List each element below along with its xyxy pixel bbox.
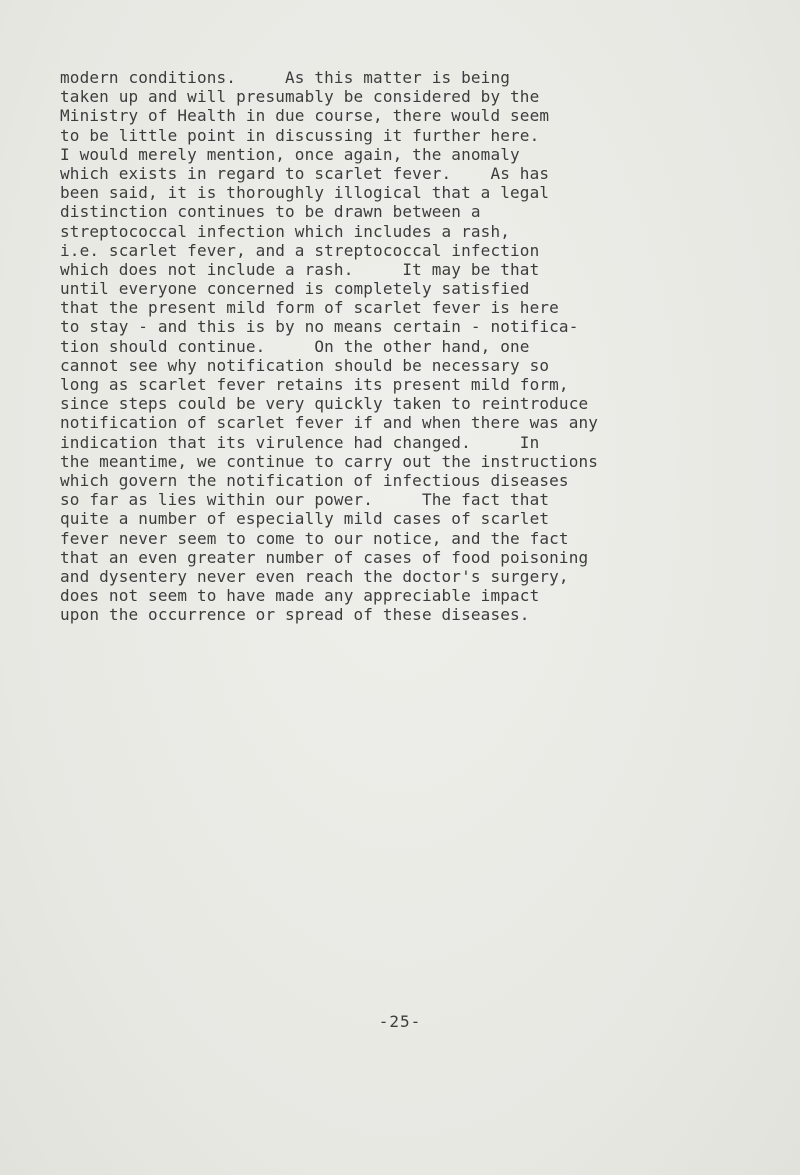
- text-line: the meantime, we continue to carry out the instructions: [60, 451, 599, 471]
- body-paragraph: [60, 68, 750, 624]
- text-line: that the present mild form of scarlet fever is here: [60, 298, 559, 318]
- text-line: which does not include a rash. It may be that: [60, 259, 540, 279]
- text-line: Ministry of Health in due course, there would seem: [60, 106, 550, 126]
- text-line: streptococcal infection which includes a rash,: [60, 221, 511, 241]
- page-number: -25-: [378, 1012, 422, 1031]
- text-line: which govern the notification of infectious diseases: [60, 470, 569, 490]
- text-line: cannot see why notification should be necessary so: [60, 355, 550, 375]
- text-line: modern conditions. As this matter is being: [60, 68, 511, 87]
- text-line: that an even greater number of cases of food poisoning: [60, 547, 589, 567]
- text-line: until everyone concerned is completely satisfied: [60, 279, 530, 299]
- text-line: which exists in regard to scarlet fever. As has: [60, 163, 550, 183]
- text-line: fever never seem to come to our notice, and the fact: [60, 528, 569, 548]
- text-line: quite a number of especially mild cases of scarlet: [60, 509, 550, 529]
- text-line: indication that its virulence had changed. In: [60, 432, 540, 452]
- text-line: so far as lies within our power. The fact that: [60, 490, 550, 510]
- text-line: taken up and will presumably be considered by the: [60, 87, 540, 107]
- text-line: been said, it is thoroughly illogical that a legal: [60, 183, 550, 203]
- text-line: I would merely mention, once again, the anomaly: [60, 144, 520, 164]
- text-line: distinction continues to be drawn between a: [60, 202, 481, 222]
- text-line: and dysentery never even reach the doctor's surgery,: [60, 566, 569, 586]
- text-line: does not seem to have made any appreciable impact: [60, 586, 540, 606]
- text-line: tion should continue. On the other hand, one: [60, 336, 530, 356]
- text-line: since steps could be very quickly taken to reintroduce: [60, 394, 589, 414]
- text-line: upon the occurrence or spread of these diseases.: [60, 605, 530, 625]
- text-line: to be little point in discussing it further here.: [60, 125, 540, 145]
- text-line: long as scarlet fever retains its present mild form,: [60, 375, 569, 394]
- text-line: to stay - and this is by no means certain - notifica-: [60, 317, 579, 337]
- text-line: notification of scarlet fever if and when there was any: [60, 413, 599, 433]
- text-line: i.e. scarlet fever, and a streptococcal infection: [60, 240, 540, 260]
